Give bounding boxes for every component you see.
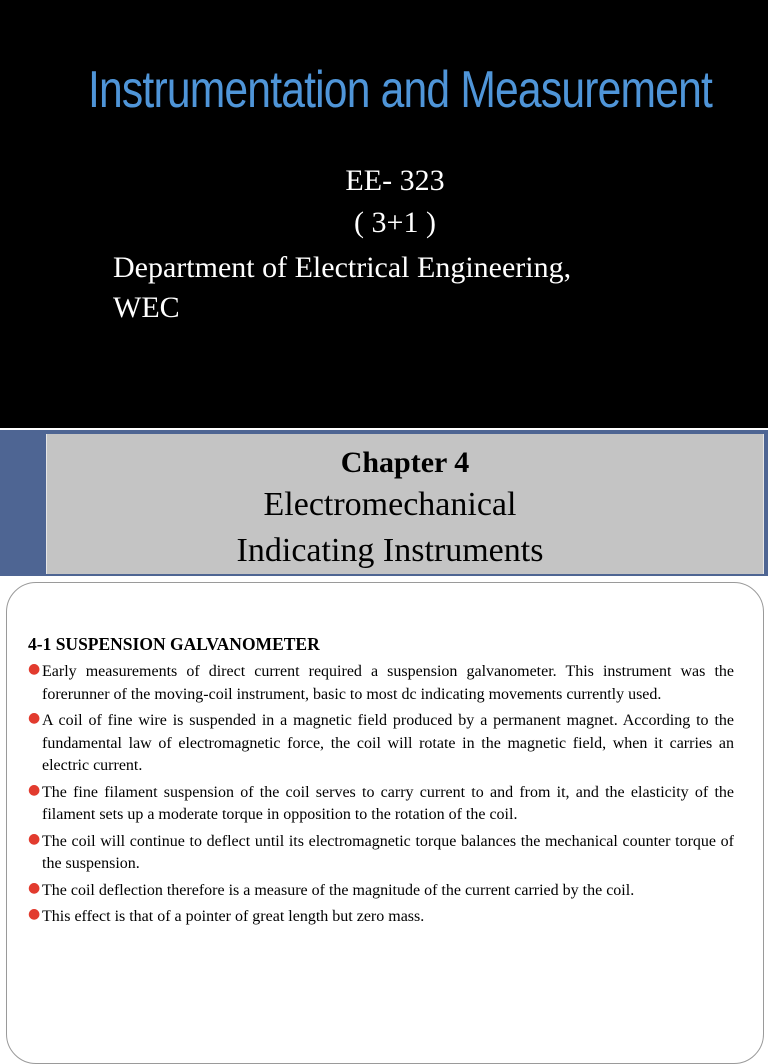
bullet-text: This effect is that of a pointer of great length but zero mass. xyxy=(42,908,425,925)
department-campus: WEC xyxy=(113,291,180,324)
bullet-text: The fine filament suspension of the coil serves to carry current to and from it, and the elasticity of the filament sets up a moderate torque in opposition to the rotation of the coil. xyxy=(42,783,734,823)
list-item xyxy=(28,880,734,903)
bullet-text: Early measurements of direct current required a suspension galvanometer. This instrument was the forerunner of the moving-coil instrument, basic to most dc indicating movements currently used. xyxy=(42,663,734,703)
chapter-subtitle-line2: Indicating Instruments xyxy=(236,532,544,569)
bullet-list xyxy=(28,661,734,933)
bullet-dot-icon: ● xyxy=(28,879,41,896)
list-item xyxy=(28,710,734,778)
list-item xyxy=(28,661,734,706)
slide-title: Instrumentation and Measurement xyxy=(87,61,712,119)
department-block xyxy=(113,248,571,328)
content-slide xyxy=(0,578,768,1024)
list-item xyxy=(28,831,734,876)
chapter-number: Chapter 4 xyxy=(340,446,470,479)
bullet-dot-icon: ● xyxy=(28,830,41,847)
bullet-dot-icon: ● xyxy=(28,661,41,677)
bullet-text: The coil will continue to deflect until its electromagnetic torque balances the mechanical counter torque of the suspension. xyxy=(42,832,734,872)
title-slide xyxy=(0,0,768,428)
chapter-slide xyxy=(0,430,768,576)
credit-hours: ( 3+1 ) xyxy=(354,206,436,239)
course-code: EE- 323 xyxy=(345,164,445,197)
bullet-text: The coil deflection therefore is a measure of the magnitude of the current carried by the coil. xyxy=(42,881,635,899)
list-item xyxy=(28,782,734,827)
chapter-subtitle-line1: Electromechanical xyxy=(263,486,517,523)
bullet-dot-icon: ● xyxy=(28,710,41,726)
list-item xyxy=(28,906,734,929)
bullet-dot-icon: ● xyxy=(28,781,41,798)
chapter-panel xyxy=(46,434,764,574)
bullet-text: A coil of fine wire is suspended in a magnetic field produced by a permanent magnet. According to the fundamental law of electromagnetic force, the coil will rotate in the magnetic field, when it carries an electric current. xyxy=(42,712,734,774)
department-name: Department of Electrical Engineering, xyxy=(113,251,572,284)
section-heading: 4-1 SUSPENSION GALVANOMETER xyxy=(28,634,320,654)
bullet-dot-icon: ● xyxy=(28,906,41,922)
